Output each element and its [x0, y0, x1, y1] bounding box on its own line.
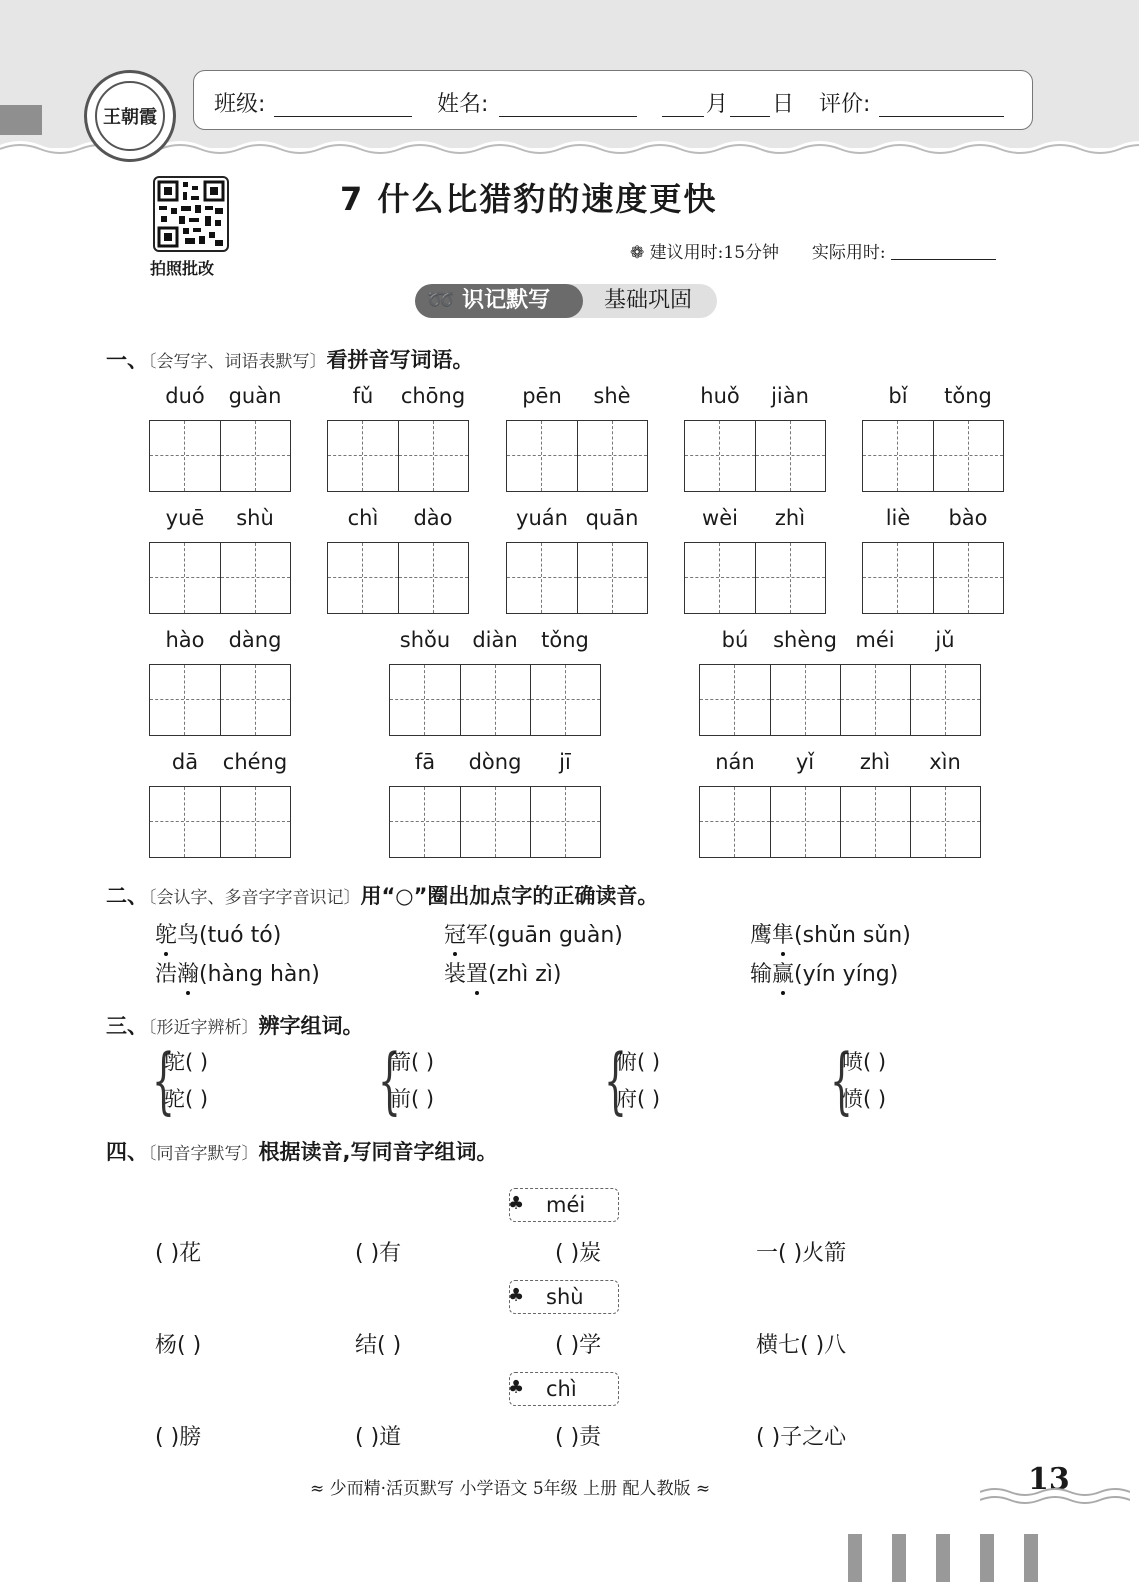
section3-prefix: 三、 — [106, 1014, 148, 1038]
writing-cell[interactable] — [507, 421, 577, 491]
pinyin-label-box — [509, 1372, 619, 1406]
qr-label: 拍照批改 — [150, 259, 215, 278]
actual-time-label: 实际用时: — [811, 243, 886, 263]
month-label: 月 — [706, 92, 729, 117]
writing-cell[interactable] — [933, 421, 1003, 491]
banner-left — [415, 284, 583, 318]
section-banner — [415, 284, 717, 318]
homophone-blank[interactable]: ( )责 — [555, 1425, 602, 1450]
pinyin-syllable: chéng — [222, 750, 288, 774]
section4-tag: 〔同音字默写〕 — [148, 1144, 259, 1164]
reading-options[interactable]: (guān guàn) — [488, 923, 623, 948]
word-char: 输 — [750, 962, 773, 987]
section1-tag: 〔会写字、词语表默写〕 — [148, 352, 327, 372]
pronunciation-item — [444, 957, 561, 988]
pinyin-syllable: chōng — [400, 384, 466, 408]
edge-bar — [980, 1534, 994, 1582]
word-char: 置 — [466, 962, 489, 987]
pinyin-syllable: tǒng — [944, 384, 992, 408]
writing-cell[interactable] — [933, 543, 1003, 613]
time-info — [630, 238, 996, 263]
class-label: 班级: — [214, 92, 266, 117]
pinyin-syllable: shù — [236, 506, 274, 530]
writing-cell[interactable] — [390, 787, 460, 857]
pinyin-syllable: yǐ — [795, 750, 815, 774]
tianzige-grid[interactable] — [327, 542, 469, 614]
eval-field[interactable] — [879, 116, 1004, 117]
tianzige-grid[interactable] — [506, 420, 648, 492]
name-label: 姓名: — [437, 92, 489, 117]
homophone-blank[interactable]: 结( ) — [355, 1333, 402, 1358]
homophone-blank[interactable]: ( )子之心 — [756, 1425, 847, 1450]
pinyin-syllable: yuán — [516, 506, 568, 530]
class-field[interactable] — [274, 116, 412, 117]
writing-cell[interactable] — [507, 543, 577, 613]
homophone-blank[interactable]: 杨( ) — [155, 1333, 202, 1358]
pinyin-syllable: bǐ — [888, 384, 908, 408]
tianzige-grid[interactable] — [327, 420, 469, 492]
footer-text: ≈ 少而精·活页默写 小学语文 5年级 上册 配人教版 ≈ — [310, 1479, 711, 1499]
writing-cell[interactable] — [685, 421, 755, 491]
pinyin-syllable: hào — [165, 628, 205, 652]
section4-instruction: 根据读音,写同音字组词。 — [258, 1140, 498, 1164]
pinyin-syllable: zhì — [774, 506, 806, 530]
writing-cell[interactable] — [840, 787, 910, 857]
section2-instruction: 用“○”圈出加点字的正确读音。 — [360, 884, 659, 908]
header-wave — [0, 135, 1139, 165]
pronunciation-item — [444, 918, 623, 949]
writing-cell[interactable] — [328, 543, 398, 613]
tianzige-grid[interactable] — [389, 664, 601, 736]
pinyin-syllable: huǒ — [700, 384, 740, 408]
pinyin-label-box — [509, 1280, 619, 1314]
pinyin-syllable: dào — [413, 506, 453, 530]
tianzige-grid[interactable] — [699, 786, 981, 858]
pinyin-syllable: jiàn — [771, 384, 809, 408]
pinyin-syllable: bú — [721, 628, 749, 652]
homophone-blank[interactable]: 一( )火箭 — [756, 1241, 847, 1266]
logo-text: 王朝霞 — [95, 81, 165, 151]
writing-cell[interactable] — [530, 665, 600, 735]
reading-options[interactable]: (yín yíng) — [794, 962, 899, 987]
pronunciation-item — [750, 957, 898, 988]
writing-cell[interactable] — [328, 421, 398, 491]
pinyin-syllable: yuē — [165, 506, 205, 530]
writing-cell[interactable] — [460, 665, 530, 735]
name-field[interactable] — [499, 116, 637, 117]
section1-prefix: 一、 — [106, 348, 148, 372]
tianzige-grid[interactable] — [862, 542, 1004, 614]
homophone-blank[interactable]: ( )有 — [355, 1241, 402, 1266]
pinyin-syllable: dòng — [468, 750, 522, 774]
pinyin-syllable: fǔ — [352, 384, 374, 408]
pinyin-syllable: nán — [715, 750, 755, 774]
banner-left-text: 识记默写 — [462, 288, 551, 313]
tianzige-grid[interactable] — [862, 420, 1004, 492]
edge-bar — [1024, 1534, 1038, 1582]
edge-bar — [936, 1534, 950, 1582]
tianzige-grid[interactable] — [684, 420, 826, 492]
writing-cell[interactable] — [220, 421, 290, 491]
pinyin-syllable: guàn — [228, 384, 282, 408]
edge-bar — [848, 1534, 862, 1582]
pinyin-syllable: dā — [171, 750, 199, 774]
actual-time-field[interactable] — [891, 259, 996, 260]
writing-cell[interactable] — [685, 543, 755, 613]
writing-cell[interactable] — [220, 787, 290, 857]
writing-cell[interactable] — [150, 421, 220, 491]
writing-cell[interactable] — [910, 787, 980, 857]
pinyin-syllable: shǒu — [399, 628, 451, 652]
char-pair-entry[interactable]: 愤( ) — [842, 1087, 887, 1111]
qr-code[interactable] — [153, 176, 229, 252]
writing-cell[interactable] — [840, 665, 910, 735]
pinyin-syllable: pēn — [522, 384, 562, 408]
char-pair-entry[interactable]: 俯( ) — [616, 1050, 661, 1074]
pinyin-syllable: jī — [559, 750, 571, 774]
day-field[interactable] — [730, 116, 770, 117]
word-char: 鸵 — [155, 923, 178, 948]
writing-cell[interactable] — [150, 543, 220, 613]
homophone-blank[interactable]: ( )花 — [155, 1241, 202, 1266]
char-pair-entry[interactable]: 驼( ) — [164, 1087, 209, 1111]
writing-cell[interactable] — [150, 665, 220, 735]
banner-right-text: 基础巩固 — [603, 288, 692, 313]
writing-cell[interactable] — [398, 543, 468, 613]
writing-cell[interactable] — [755, 543, 825, 613]
edge-bar — [892, 1534, 906, 1582]
writing-cell[interactable] — [770, 665, 840, 735]
footer-wave-decoration — [980, 1484, 1130, 1514]
month-field[interactable] — [662, 116, 704, 117]
char-pair-entry[interactable]: 前( ) — [390, 1087, 435, 1111]
section2-prefix: 二、 — [106, 884, 148, 908]
word-char: 鹰 — [750, 923, 773, 948]
word-char: 装 — [444, 962, 467, 987]
tianzige-grid[interactable] — [149, 542, 291, 614]
word-char: 军 — [466, 923, 489, 948]
homophone-blank[interactable]: ( )学 — [555, 1333, 602, 1358]
pinyin-syllable: wèi — [702, 506, 738, 530]
word-char: 赢 — [772, 962, 795, 987]
decorative-icon: ♣ — [508, 1285, 525, 1306]
homophone-blank[interactable]: 横七( )八 — [756, 1333, 847, 1358]
banner-right — [565, 284, 717, 318]
pinyin-syllable: jǔ — [935, 628, 955, 652]
pinyin-syllable: shèng — [773, 628, 837, 652]
pinyin-label-box — [509, 1188, 619, 1222]
section3-heading — [106, 1010, 364, 1040]
writing-cell[interactable] — [863, 543, 933, 613]
medal-icon: ➿ — [427, 288, 455, 313]
writing-cell[interactable] — [700, 665, 770, 735]
writing-cell[interactable] — [530, 787, 600, 857]
word-char: 冠 — [444, 923, 467, 948]
decorative-icon: ♣ — [508, 1377, 525, 1398]
writing-cell[interactable] — [577, 421, 647, 491]
writing-cell[interactable] — [770, 787, 840, 857]
writing-cell[interactable] — [398, 421, 468, 491]
tianzige-grid[interactable] — [149, 786, 291, 858]
page-edge-tab — [0, 105, 42, 135]
homophone-blank[interactable]: ( )炭 — [555, 1241, 602, 1266]
tianzige-grid[interactable] — [389, 786, 601, 858]
word-char: 鸟 — [177, 923, 200, 948]
eval-label: 评价: — [819, 92, 871, 117]
writing-cell[interactable] — [390, 665, 460, 735]
suggested-time: 建议用时:15分钟 — [649, 243, 780, 263]
pronunciation-item — [155, 957, 320, 988]
pinyin-label: méi — [546, 1193, 586, 1217]
section1-instruction: 看拼音写词语。 — [326, 348, 474, 372]
char-pair-entry[interactable]: 箭( ) — [390, 1050, 435, 1074]
section2-tag: 〔会认字、多音字字音识记〕 — [148, 888, 361, 908]
reading-options[interactable]: (tuó tó) — [199, 923, 282, 948]
writing-cell[interactable] — [910, 665, 980, 735]
pinyin-syllable: xìn — [929, 750, 961, 774]
reading-options[interactable]: (hàng hàn) — [199, 962, 320, 987]
pinyin-syllable: zhì — [859, 750, 891, 774]
reading-options[interactable]: (zhì zì) — [488, 962, 562, 987]
decorative-icon: ♣ — [508, 1193, 525, 1214]
brace-icon: { — [378, 1038, 401, 1122]
pinyin-syllable: tǒng — [541, 628, 589, 652]
page-number: 13 — [1028, 1462, 1070, 1497]
student-info-box — [193, 70, 1033, 130]
qr-pattern-icon — [155, 178, 227, 250]
pinyin-label: chì — [546, 1377, 577, 1401]
brace-icon: { — [152, 1038, 175, 1122]
homophone-blank[interactable]: ( )道 — [355, 1425, 402, 1450]
clock-icon: ❁ — [630, 243, 650, 263]
homophone-blank[interactable]: ( )膀 — [155, 1425, 202, 1450]
tianzige-grid[interactable] — [149, 420, 291, 492]
pinyin-syllable: bào — [948, 506, 988, 530]
tianzige-grid[interactable] — [149, 664, 291, 736]
pinyin-syllable: chì — [347, 506, 379, 530]
writing-cell[interactable] — [460, 787, 530, 857]
pronunciation-item — [750, 918, 911, 949]
char-pair-entry[interactable]: 府( ) — [616, 1087, 661, 1111]
tianzige-grid[interactable] — [506, 542, 648, 614]
pinyin-syllable: shè — [593, 384, 631, 408]
section4-prefix: 四、 — [106, 1140, 148, 1164]
word-char: 隼 — [772, 923, 795, 948]
pinyin-label: shù — [546, 1285, 584, 1309]
writing-cell[interactable] — [700, 787, 770, 857]
pinyin-syllable: méi — [855, 628, 895, 652]
writing-cell[interactable] — [220, 543, 290, 613]
pinyin-syllable: dàng — [228, 628, 282, 652]
writing-cell[interactable] — [220, 665, 290, 735]
writing-cell[interactable] — [863, 421, 933, 491]
section3-tag: 〔形近字辨析〕 — [148, 1018, 259, 1038]
brand-logo — [84, 70, 176, 162]
reading-options[interactable]: (shǔn sǔn) — [794, 923, 911, 948]
tianzige-grid[interactable] — [684, 542, 826, 614]
lesson-title: 7 什么比猎豹的速度更快 — [340, 180, 718, 218]
pinyin-syllable: fā — [414, 750, 436, 774]
section4-heading — [106, 1136, 497, 1166]
day-label: 日 — [772, 92, 795, 117]
pinyin-syllable: liè — [885, 506, 911, 530]
writing-cell[interactable] — [150, 787, 220, 857]
tianzige-grid[interactable] — [699, 664, 981, 736]
brace-icon: { — [830, 1038, 853, 1122]
pronunciation-item — [155, 918, 281, 949]
pinyin-syllable: quān — [585, 506, 639, 530]
pinyin-syllable: diàn — [472, 628, 518, 652]
writing-cell[interactable] — [577, 543, 647, 613]
char-pair-entry[interactable]: 喷( ) — [842, 1050, 887, 1074]
char-pair-entry[interactable]: 鸵( ) — [164, 1050, 209, 1074]
section3-instruction: 辨字组词。 — [258, 1014, 364, 1038]
brace-icon: { — [604, 1038, 627, 1122]
pinyin-syllable: duó — [165, 384, 205, 408]
writing-cell[interactable] — [755, 421, 825, 491]
word-char: 瀚 — [177, 962, 200, 987]
section1-heading — [106, 344, 474, 374]
word-char: 浩 — [155, 962, 178, 987]
section2-heading — [106, 880, 658, 910]
